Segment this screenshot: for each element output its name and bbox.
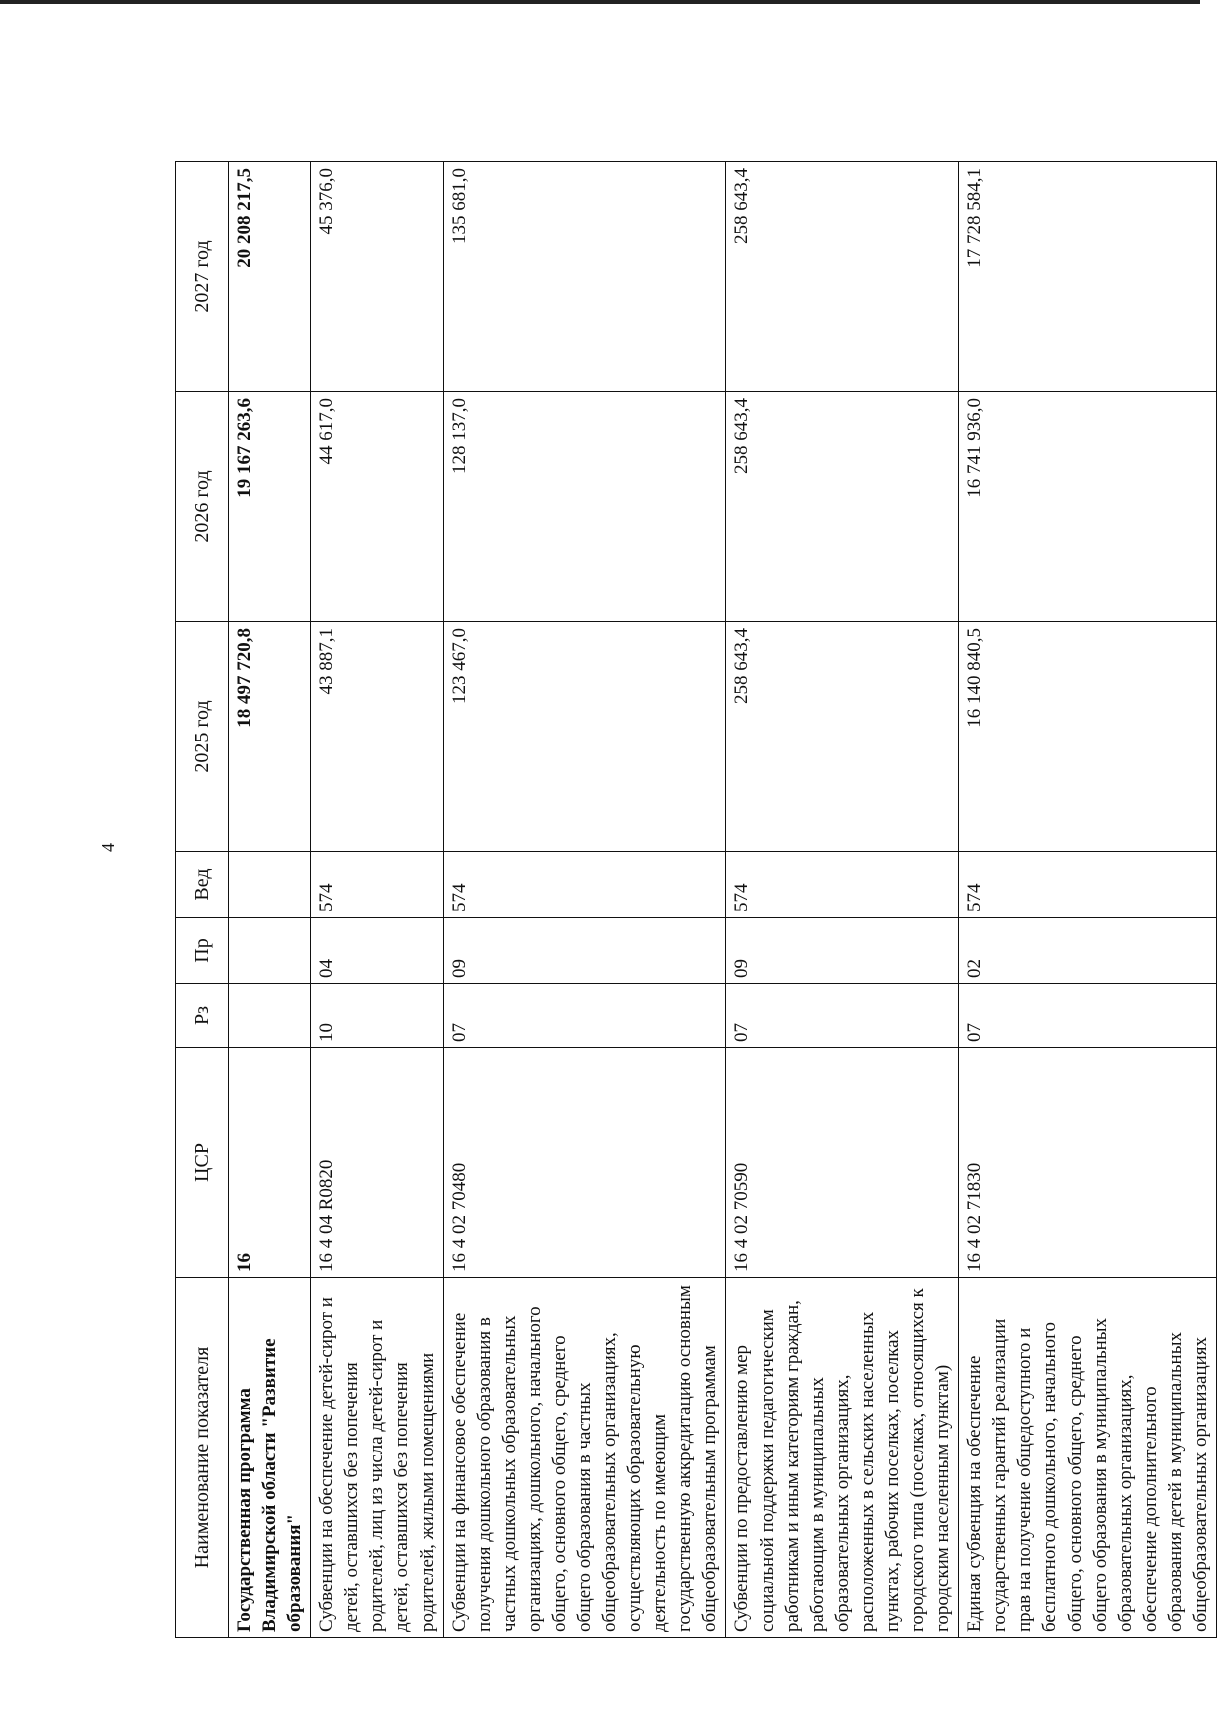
header-ved: Вед: [176, 852, 229, 918]
row-2027: 20 208 217,5: [229, 162, 311, 392]
row-ved: [229, 852, 311, 918]
table-row: [959, 162, 1217, 1638]
row-2027: 45 376,0: [311, 162, 443, 392]
row-2025: 258 643,4: [726, 622, 959, 852]
budget-table-sheet: [175, 162, 1211, 1638]
row-2025: 16 140 840,5: [959, 622, 1217, 852]
row-pr: 09: [726, 918, 959, 984]
row-rz: 10: [311, 984, 443, 1048]
page-number: 4: [98, 843, 118, 852]
row-csr: 16: [229, 1048, 311, 1278]
row-name: Государственная программа Владимирской области "Развитие образования": [229, 1278, 311, 1638]
row-ved: 574: [959, 852, 1217, 918]
row-csr: 16 4 04 R0820: [311, 1048, 443, 1278]
header-2025: 2025 год: [176, 622, 229, 852]
row-ved: 574: [726, 852, 959, 918]
header-pr: Пр: [176, 918, 229, 984]
header-rz: Рз: [176, 984, 229, 1048]
row-2026: 44 617,0: [311, 392, 443, 622]
budget-table: [175, 161, 1217, 1638]
row-2027: 135 681,0: [443, 162, 726, 392]
table-header-row: [176, 162, 229, 1638]
row-csr: 16 4 02 70590: [726, 1048, 959, 1278]
row-csr: 16 4 02 70480: [443, 1048, 726, 1278]
table-row-program-total: [229, 162, 311, 1638]
row-name: Субвенции на финансовое обеспечение получения дошкольного образования в частных дошкольных образовательных организациях, дошкольного, начального общего, основного общего, среднего общего образования в частных общеобразовательных организациях, осуществляющих образовательную деятельность по имеющим государственную аккредитацию основным общеобразовательным программам: [443, 1278, 726, 1638]
row-2025: 123 467,0: [443, 622, 726, 852]
row-pr: [229, 918, 311, 984]
table-row: [311, 162, 443, 1638]
row-csr: 16 4 02 71830: [959, 1048, 1217, 1278]
row-rz: 07: [443, 984, 726, 1048]
row-pr: 04: [311, 918, 443, 984]
row-rz: 07: [726, 984, 959, 1048]
header-name: Наименование показателя: [176, 1278, 229, 1638]
row-2026: 128 137,0: [443, 392, 726, 622]
row-2025: 43 887,1: [311, 622, 443, 852]
row-2027: 17 728 584,1: [959, 162, 1217, 392]
row-name: Субвенции на обеспечение детей-сирот и детей, оставшихся без попечения родителей, лиц из числа детей-сирот и детей, оставшихся без попечения родителей, жилыми помещениями: [311, 1278, 443, 1638]
header-csr: ЦСР: [176, 1048, 229, 1278]
row-name: Единая субвенция на обеспечение государственных гарантий реализации прав на получение общедоступного и бесплатного дошкольного, начального общего, основного общего, среднего общего образования в муниципальных образовательных организациях, обеспечение дополнительного образования детей в муниципальных общеобразовательных организациях: [959, 1278, 1217, 1638]
row-pr: 09: [443, 918, 726, 984]
row-2026: 19 167 263,6: [229, 392, 311, 622]
row-ved: 574: [443, 852, 726, 918]
row-ved: 574: [311, 852, 443, 918]
row-name: Субвенции по предоставлению мер социальной поддержки педагогическим работникам и иным категориям граждан, работающим в муниципальных образовательных организациях, расположенных в сельских населенных пунктах, рабочих поселках, поселках городского типа (поселках, относящихся к городским населенным пунктам): [726, 1278, 959, 1638]
row-2026: 16 741 936,0: [959, 392, 1217, 622]
table-row: [443, 162, 726, 1638]
header-2027: 2027 год: [176, 162, 229, 392]
scan-top-edge: [0, 0, 1200, 4]
row-2027: 258 643,4: [726, 162, 959, 392]
table-row: [726, 162, 959, 1638]
row-pr: 02: [959, 918, 1217, 984]
row-2026: 258 643,4: [726, 392, 959, 622]
row-2025: 18 497 720,8: [229, 622, 311, 852]
header-2026: 2026 год: [176, 392, 229, 622]
row-rz: [229, 984, 311, 1048]
row-rz: 07: [959, 984, 1217, 1048]
